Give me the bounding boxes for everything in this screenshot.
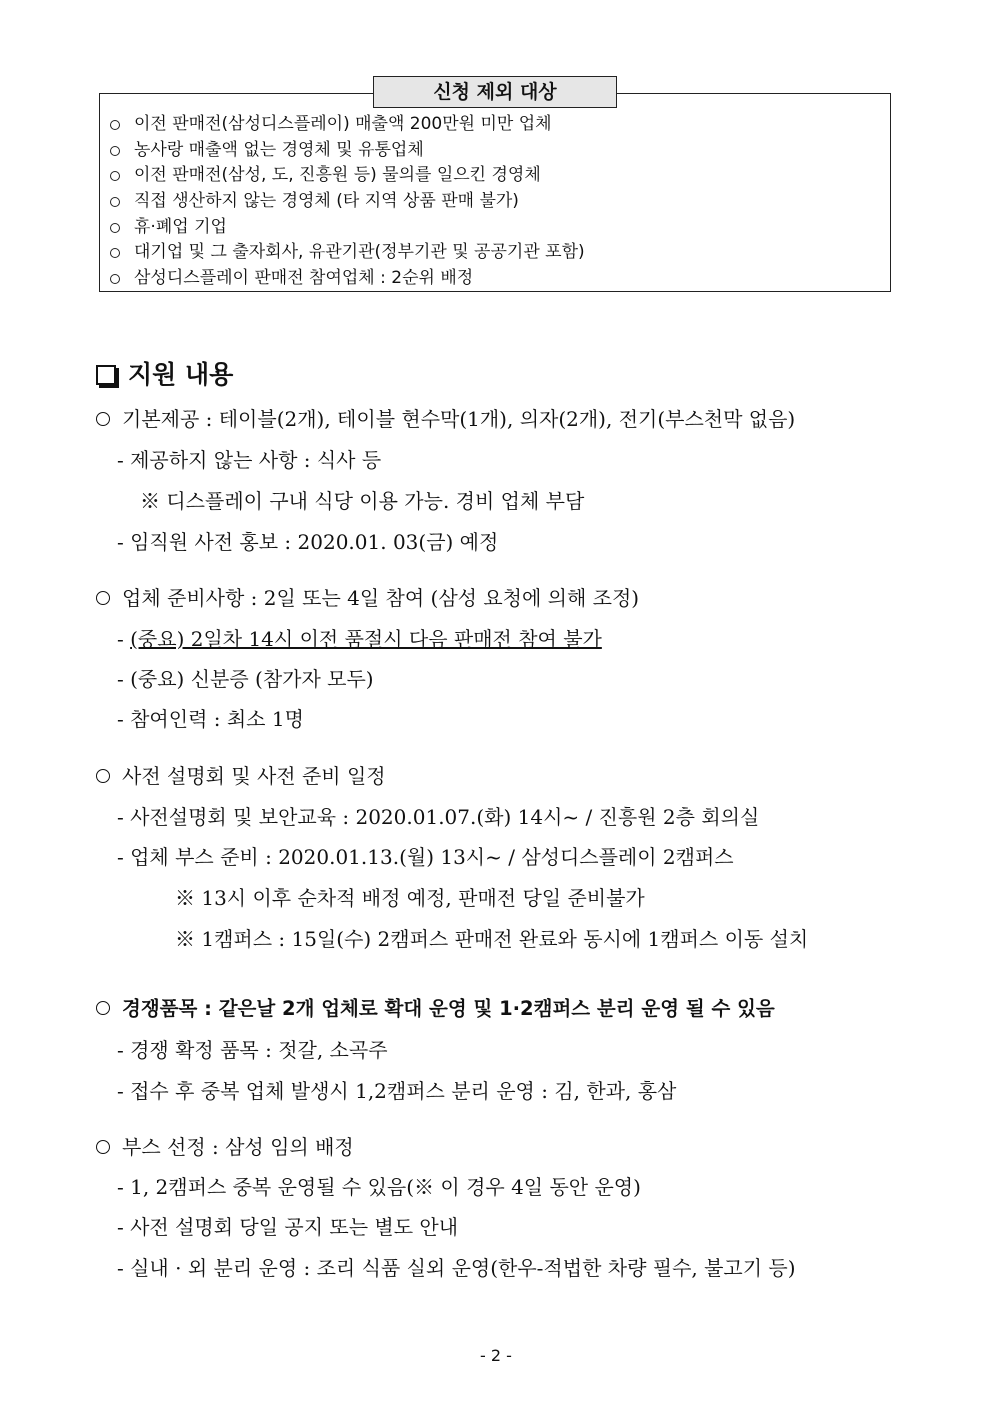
notice-line: - 사전 설명회 당일 공지 또는 별도 안내 [117, 1215, 459, 1239]
circle-bullet-icon [96, 769, 110, 783]
exclusion-title-text: 신청 제외 대상 [374, 77, 616, 107]
circle-bullet-icon [110, 120, 120, 130]
exclusion-item: 대기업 및 그 출자회사, 유관기관(정부기관 및 공공기관 포함) [110, 240, 880, 266]
important-id-line: - (중요) 신분증 (참가자 모두) [117, 667, 374, 691]
booth-prep-line: - 업체 부스 준비 : 2020.01.13.(월) 13시~ / 삼성디스플레이 2캠퍼스 [117, 845, 734, 869]
checkbox-square-icon [96, 365, 116, 385]
circle-bullet-icon [110, 274, 120, 284]
competition-items-line: - 경쟁 확정 품목 : 젓갈, 소곡주 [117, 1038, 388, 1062]
circle-bullet-icon [110, 248, 120, 258]
exclusion-title [373, 76, 617, 108]
circle-bullet-icon [96, 1001, 110, 1015]
overlap-line: - 1, 2캠퍼스 중복 운영될 수 있음(※ 이 경우 4일 동안 운영) [117, 1175, 641, 1199]
exclusion-item: 이전 판매전(삼성디스플레이) 매출액 200만원 미만 업체 [110, 112, 880, 138]
circle-bullet-icon [96, 1140, 110, 1154]
exclusion-item: 휴·폐업 기업 [110, 215, 880, 241]
briefing-line: - 사전설명회 및 보안교육 : 2020.01.07.(화) 14시~ / 진흥원 2층 회의실 [117, 805, 760, 829]
note-line: ※ 13시 이후 순차적 배정 예정, 판매전 당일 준비불가 [175, 886, 645, 910]
page-number: - 2 - [480, 1346, 512, 1365]
circle-bullet-icon [96, 591, 110, 605]
exclusion-item: 삼성디스플레이 판매전 참여업체 : 2순위 배정 [110, 266, 880, 292]
booth-selection-line: 부스 선정 : 삼성 임의 배정 [96, 1133, 354, 1161]
circle-bullet-icon [110, 146, 120, 156]
section-heading: 지원 내용 [96, 358, 233, 392]
basic-provision-line: 기본제공 : 테이블(2개), 테이블 현수막(1개), 의자(2개), 전기(부스천막 없음) [96, 405, 795, 433]
exclusion-item: 농사랑 매출액 없는 경영체 및 유통업체 [110, 138, 880, 164]
note-line: ※ 1캠퍼스 : 15일(수) 2캠퍼스 판매전 완료와 동시에 1캠퍼스 이동 설치 [175, 927, 809, 951]
duplicate-line: - 접수 후 중복 업체 발생시 1,2캠퍼스 분리 운영 : 김, 한과, 홍삼 [117, 1079, 677, 1103]
preparation-line: 업체 준비사항 : 2일 또는 4일 참여 (삼성 요청에 의해 조정) [96, 584, 639, 612]
exclusion-item: 이전 판매전(삼성, 도, 진흥원 등) 물의를 일으킨 경영체 [110, 163, 880, 189]
promotion-line: - 임직원 사전 홍보 : 2020.01. 03(금) 예정 [117, 530, 499, 554]
indoor-outdoor-line: - 실내 · 외 분리 운영 : 조리 식품 실외 운영(한우-적법한 차량 필수, 불고기 등) [117, 1256, 796, 1280]
exclusion-item: 직접 생산하지 않는 경영체 (타 지역 상품 판매 불가) [110, 189, 880, 215]
exclusion-list [110, 112, 880, 292]
not-provided-line: - 제공하지 않는 사항 : 식사 등 [117, 448, 382, 472]
schedule-line: 사전 설명회 및 사전 준비 일정 [96, 762, 386, 790]
important-soldout-line: - (중요) 2일차 14시 이전 품절시 다음 판매전 참여 불가 [117, 627, 602, 651]
circle-bullet-icon [96, 412, 110, 426]
competition-line: 경쟁품목 : 같은날 2개 업체로 확대 운영 및 1·2캠퍼스 분리 운영 될 수 있음 [96, 995, 775, 1023]
note-line: ※ 디스플레이 구내 식당 이용 가능. 경비 업체 부담 [140, 489, 585, 513]
circle-bullet-icon [110, 223, 120, 233]
circle-bullet-icon [110, 171, 120, 181]
staff-line: - 참여인력 : 최소 1명 [117, 707, 304, 731]
circle-bullet-icon [110, 197, 120, 207]
